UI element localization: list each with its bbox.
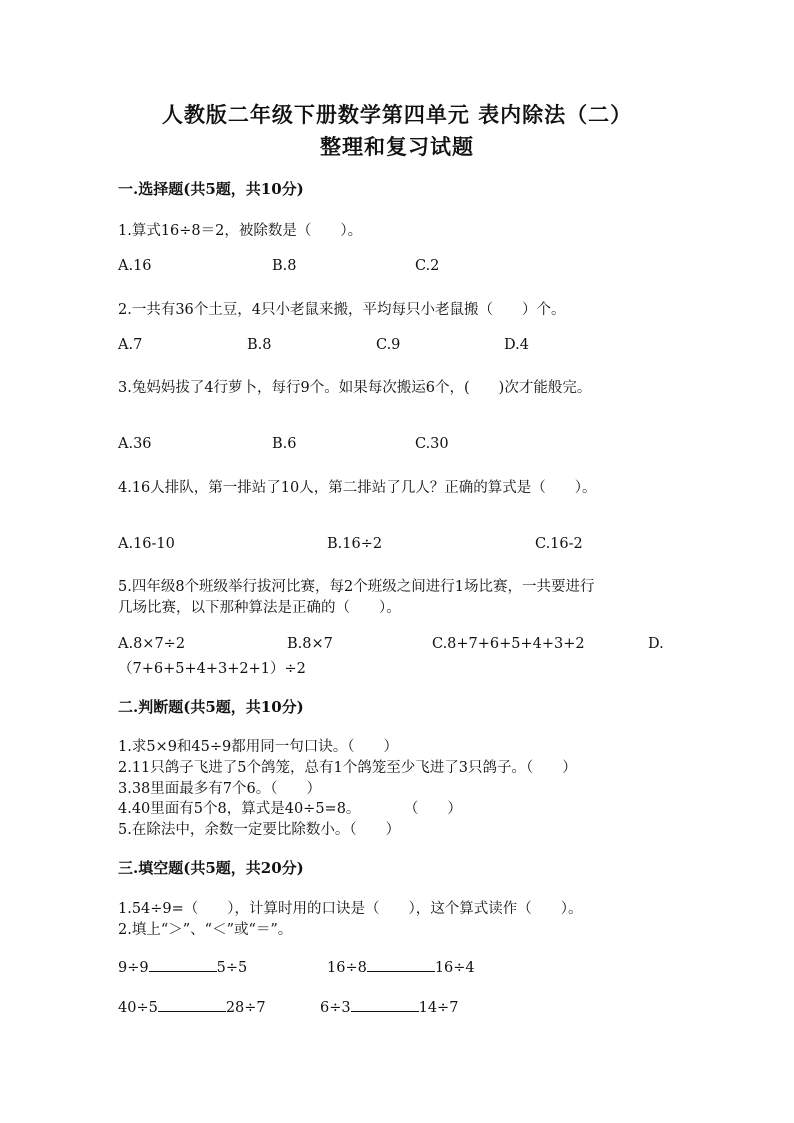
section-heading-fill: 三.填空题(共5题，共20分) [118,859,304,877]
section-heading-choice: 一.选择题(共5题，共10分) [118,180,304,198]
page-title: 人教版二年级下册数学第四单元 表内除法（二） [161,102,633,127]
compare-left: 6÷3 [320,1000,351,1016]
answer-blank[interactable] [158,998,226,1012]
fill-question-1: 1.54÷9=（ ），计算时用的口诀是（ ），这个算式读作（ ）。 [118,901,583,917]
judge-item-4: 4.40里面有5个8，算式是40÷5=8。 （ ） [118,801,462,817]
q2-option-d: D.4 [504,337,529,353]
q5-option-b: B.8×7 [287,636,333,652]
q4-option-c: C.16-2 [535,536,583,552]
q3-option-c: C.30 [415,436,449,452]
compare-item-4 [320,998,458,1016]
answer-blank[interactable] [351,998,419,1012]
q2-option-a: A.7 [118,337,143,353]
q1-option-b: B.8 [272,258,297,274]
judge-item-2: 2.11只鸽子飞进了5个鸽笼，总有1个鸽笼至少飞进了3只鸽子。（ ） [118,760,577,776]
compare-item-1 [118,958,247,976]
section-heading-judge: 二.判断题(共5题，共10分) [118,698,304,716]
compare-right: 16÷4 [434,960,475,976]
question-5-line1: 5.四年级8个班级举行拔河比赛，每2个班级之间进行1场比赛，一共要进行 [118,579,595,595]
compare-left: 40÷5 [118,1000,158,1016]
page-subtitle: 整理和复习试题 [320,134,474,159]
q2-option-b: B.8 [247,337,272,353]
fill-question-2: 2.填上“＞”、“＜”或“＝”。 [118,922,293,938]
q5-option-c: C.8+7+6+5+4+3+2 [432,636,585,652]
compare-item-3 [118,998,266,1016]
question-5-line2: 几场比赛，以下那种算法是正确的（ ）。 [118,600,401,616]
answer-blank[interactable] [149,958,217,972]
q3-option-a: A.36 [118,436,152,452]
compare-item-2 [327,958,475,976]
judge-item-1: 1.求5×9和45÷9都用同一句口诀。（ ） [118,739,399,755]
question-1: 1.算式16÷8＝2，被除数是（ ）。 [118,223,363,239]
q1-option-c: C.2 [415,258,440,274]
compare-left: 16÷8 [327,960,367,976]
question-2: 2.一共有36个土豆，4只小老鼠来搬，平均每只小老鼠搬（ ）个。 [118,302,566,318]
compare-left: 9÷9 [118,960,149,976]
compare-right: 14÷7 [418,1000,459,1016]
answer-blank[interactable] [367,958,435,972]
q3-option-b: B.6 [272,436,297,452]
compare-right: 5÷5 [216,960,248,976]
question-3: 3.兔妈妈拔了4行萝卜，每行9个。如果每次搬运6个，( )次才能般完。 [118,380,592,396]
q1-option-a: A.16 [118,258,152,274]
q4-option-b: B.16÷2 [327,536,383,552]
q5-option-a: A.8×7÷2 [118,636,186,652]
q5-option-d: D. [648,636,664,652]
judge-item-5: 5.在除法中，余数一定要比除数小。（ ） [118,822,401,838]
q5-option-d-expression: （7+6+5+4+3+2+1）÷2 [118,661,306,677]
compare-right: 28÷7 [225,1000,266,1016]
judge-item-3: 3.38里面最多有7个6。（ ） [118,781,321,797]
question-4: 4.16人排队，第一排站了10人，第二排站了几人？正确的算式是（ ）。 [118,480,597,496]
q4-option-a: A.16-10 [118,536,175,552]
q2-option-c: C.9 [376,337,401,353]
